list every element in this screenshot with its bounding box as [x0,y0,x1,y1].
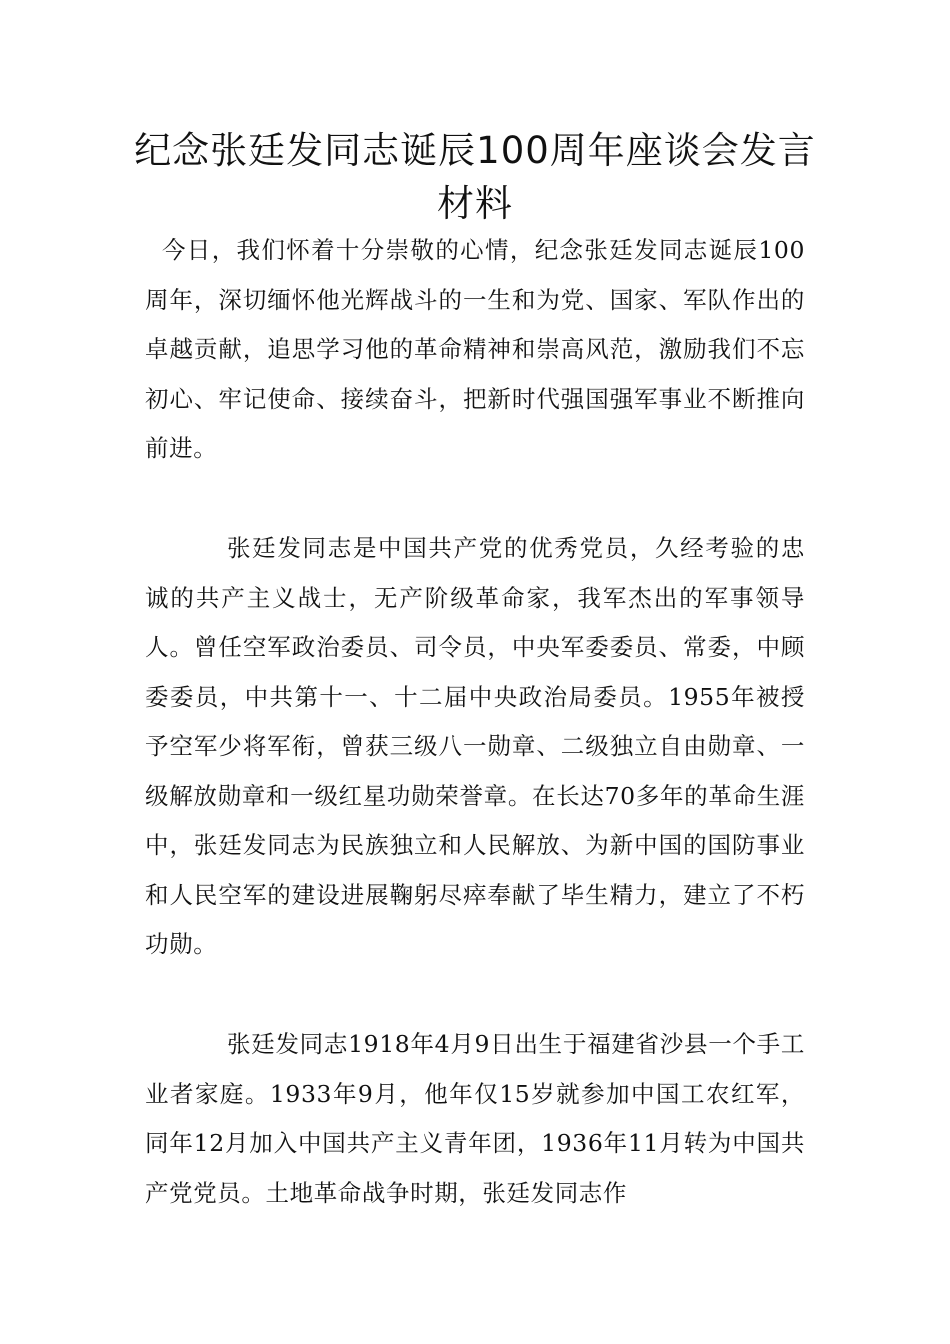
paragraph-1: 今日，我们怀着十分崇敬的心情，纪念张廷发同志诞辰100周年，深切缅怀他光辉战斗的一生和为党、国家、军队作出的卓越贡献，追思学习他的革命精神和崇高风范，激励我们不忘初心、牢记使命、接续奋斗，把新时代强国强军事业不断推向前进。 [145,236,805,462]
document-title: 纪念张廷发同志诞辰100周年座谈会发言材料 [134,129,816,225]
paragraph-2: 张廷发同志是中国共产党的优秀党员，久经考验的忠诚的共产主义战士，无产阶级革命家，我军杰出的军事领导人。曾任空军政治委员、司令员，中央军委委员、常委，中顾委委员，中共第十一、十二届中央政治局委员。1955年被授予空军少将军衔，曾获三级八一勋章、二级独立自由勋章、一级解放勋章和一级红星功勋荣誉章。在长达70多年的革命生涯中，张廷发同志为民族独立和人民解放、为新中国的国防事业和人民空军的建设进展鞠躬尽瘁奉献了毕生精力，建立了不朽功勋。 [145,534,805,958]
paragraph-3: 张廷发同志1918年4月9日出生于福建省沙县一个手工业者家庭。1933年9月，他年仅15岁就参加中国工农红军，同年12月加入中国共产主义青年团，1936年11月转为中国共产党党员。土地革命战争时期，张廷发同志作 [145,1030,805,1207]
